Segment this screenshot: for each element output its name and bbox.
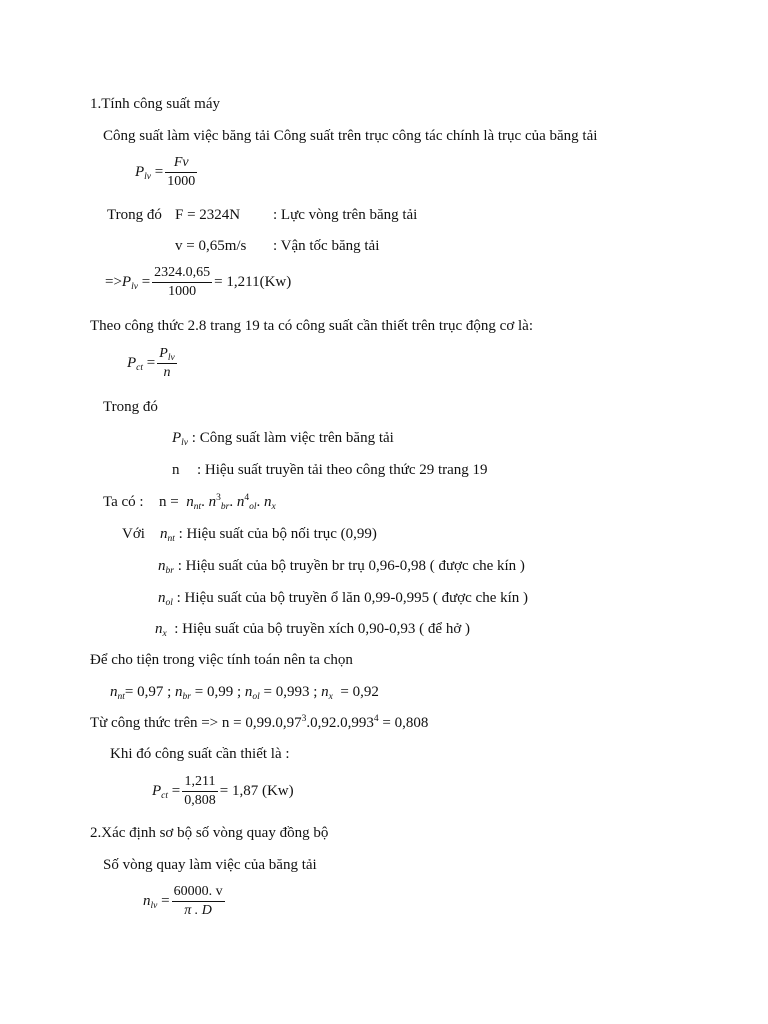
plv-formula: $P_{lv}$ = $\frac{Fv}{1000}$	[135, 155, 196, 189]
pct-calc-fraction: $\frac{1,211}{0,808}$	[184, 774, 216, 808]
nlv-fraction: $\frac{60000. v}{\pi . D}$	[173, 884, 223, 918]
plv-fraction: $\frac{Fv}{1000}$	[167, 155, 196, 189]
f-definition: F = 2324N	[175, 207, 241, 223]
ta-co-label: Ta có :	[103, 494, 144, 510]
theo-cong-thuc-text: Theo công thức 2.8 trang 19 ta có công suất cần thiết trên trục động cơ là:	[90, 318, 534, 334]
eff-item-br: $n_{br}$ : Hiệu suất của bộ truyền br trụ 0,96-0,98 ( được che kín )	[158, 558, 525, 576]
trong-do-label-2: Trong đó	[103, 399, 158, 415]
chosen-values: $n_{nt}= 0,97$ ; $n_{br} = 0,99$ ; $n_{ol} = 0,993$ ; $n_x = 0,92$	[110, 684, 379, 702]
pct-calculation: $P_{ct}$ = $\frac{1,211}{0,808}$ = 1,87 (Kw)	[152, 774, 294, 808]
voi-label: Với	[122, 526, 145, 542]
de-cho-tien-text: Để cho tiện trong việc tính toán nên ta chọn	[90, 652, 353, 668]
eff-item-ol: $n_{ol}$ : Hiệu suất của bộ truyền ổ lăn 0,99-0,995 ( được che kín )	[158, 590, 529, 608]
section2-intro: Số vòng quay làm việc của băng tải	[103, 857, 317, 873]
v-description: : Vận tốc băng tải	[273, 238, 380, 254]
n-product-formula: $n = n_{nt}$. $n^3_{br}$. $n^4_{ol}$. $n_x$	[159, 493, 276, 512]
eff-item-nt: $n_{nt}$ : Hiệu suất của bộ nối trục (0,99)	[160, 526, 377, 544]
nlv-formula: $n_{lv}$ = $\frac{60000. v}{\pi . D}$	[143, 884, 223, 918]
plv-calc-fraction: $\frac{2324.0,65}{1000}$	[154, 265, 211, 299]
pct-formula: $P_{ct}$ = $\frac{P_{lv}}{n}$	[127, 346, 175, 380]
n-symbol: n	[172, 462, 180, 478]
f-description: : Lực vòng trên băng tải	[273, 207, 418, 223]
pct-fraction: $\frac{P_{lv}}{n}$	[159, 346, 175, 380]
n-description: : Hiệu suất truyền tải theo công thức 29 trang 19	[197, 462, 488, 478]
eff-item-x: $n_x$ : Hiệu suất của bộ truyền xích 0,90-0,93 ( để hở )	[155, 621, 470, 639]
section1-intro: Công suất làm việc băng tải Công suất trên trục công tác chính là trục của băng tải	[103, 128, 598, 144]
plv-calculation: $=>P_{lv}$ = $\frac{2324.0,65}{1000}$ = 1,211(Kw)	[105, 265, 292, 299]
v-definition: v = 0,65m/s	[175, 238, 247, 254]
trong-do-label: Trong đó	[107, 207, 162, 223]
section2-heading: 2.Xác định sơ bộ số vòng quay đồng bộ	[90, 825, 329, 841]
khi-do-text: Khi đó công suất cần thiết là :	[110, 746, 290, 762]
tu-cong-thuc-line: Từ công thức trên => $n = 0,99.0,97^3.0,92.0,993^4 = 0,808$	[90, 714, 429, 731]
plv-definition: $P_{lv}$ : Công suất làm việc trên băng tải	[172, 430, 394, 448]
section1-heading: 1.Tính công suất máy	[90, 96, 220, 112]
